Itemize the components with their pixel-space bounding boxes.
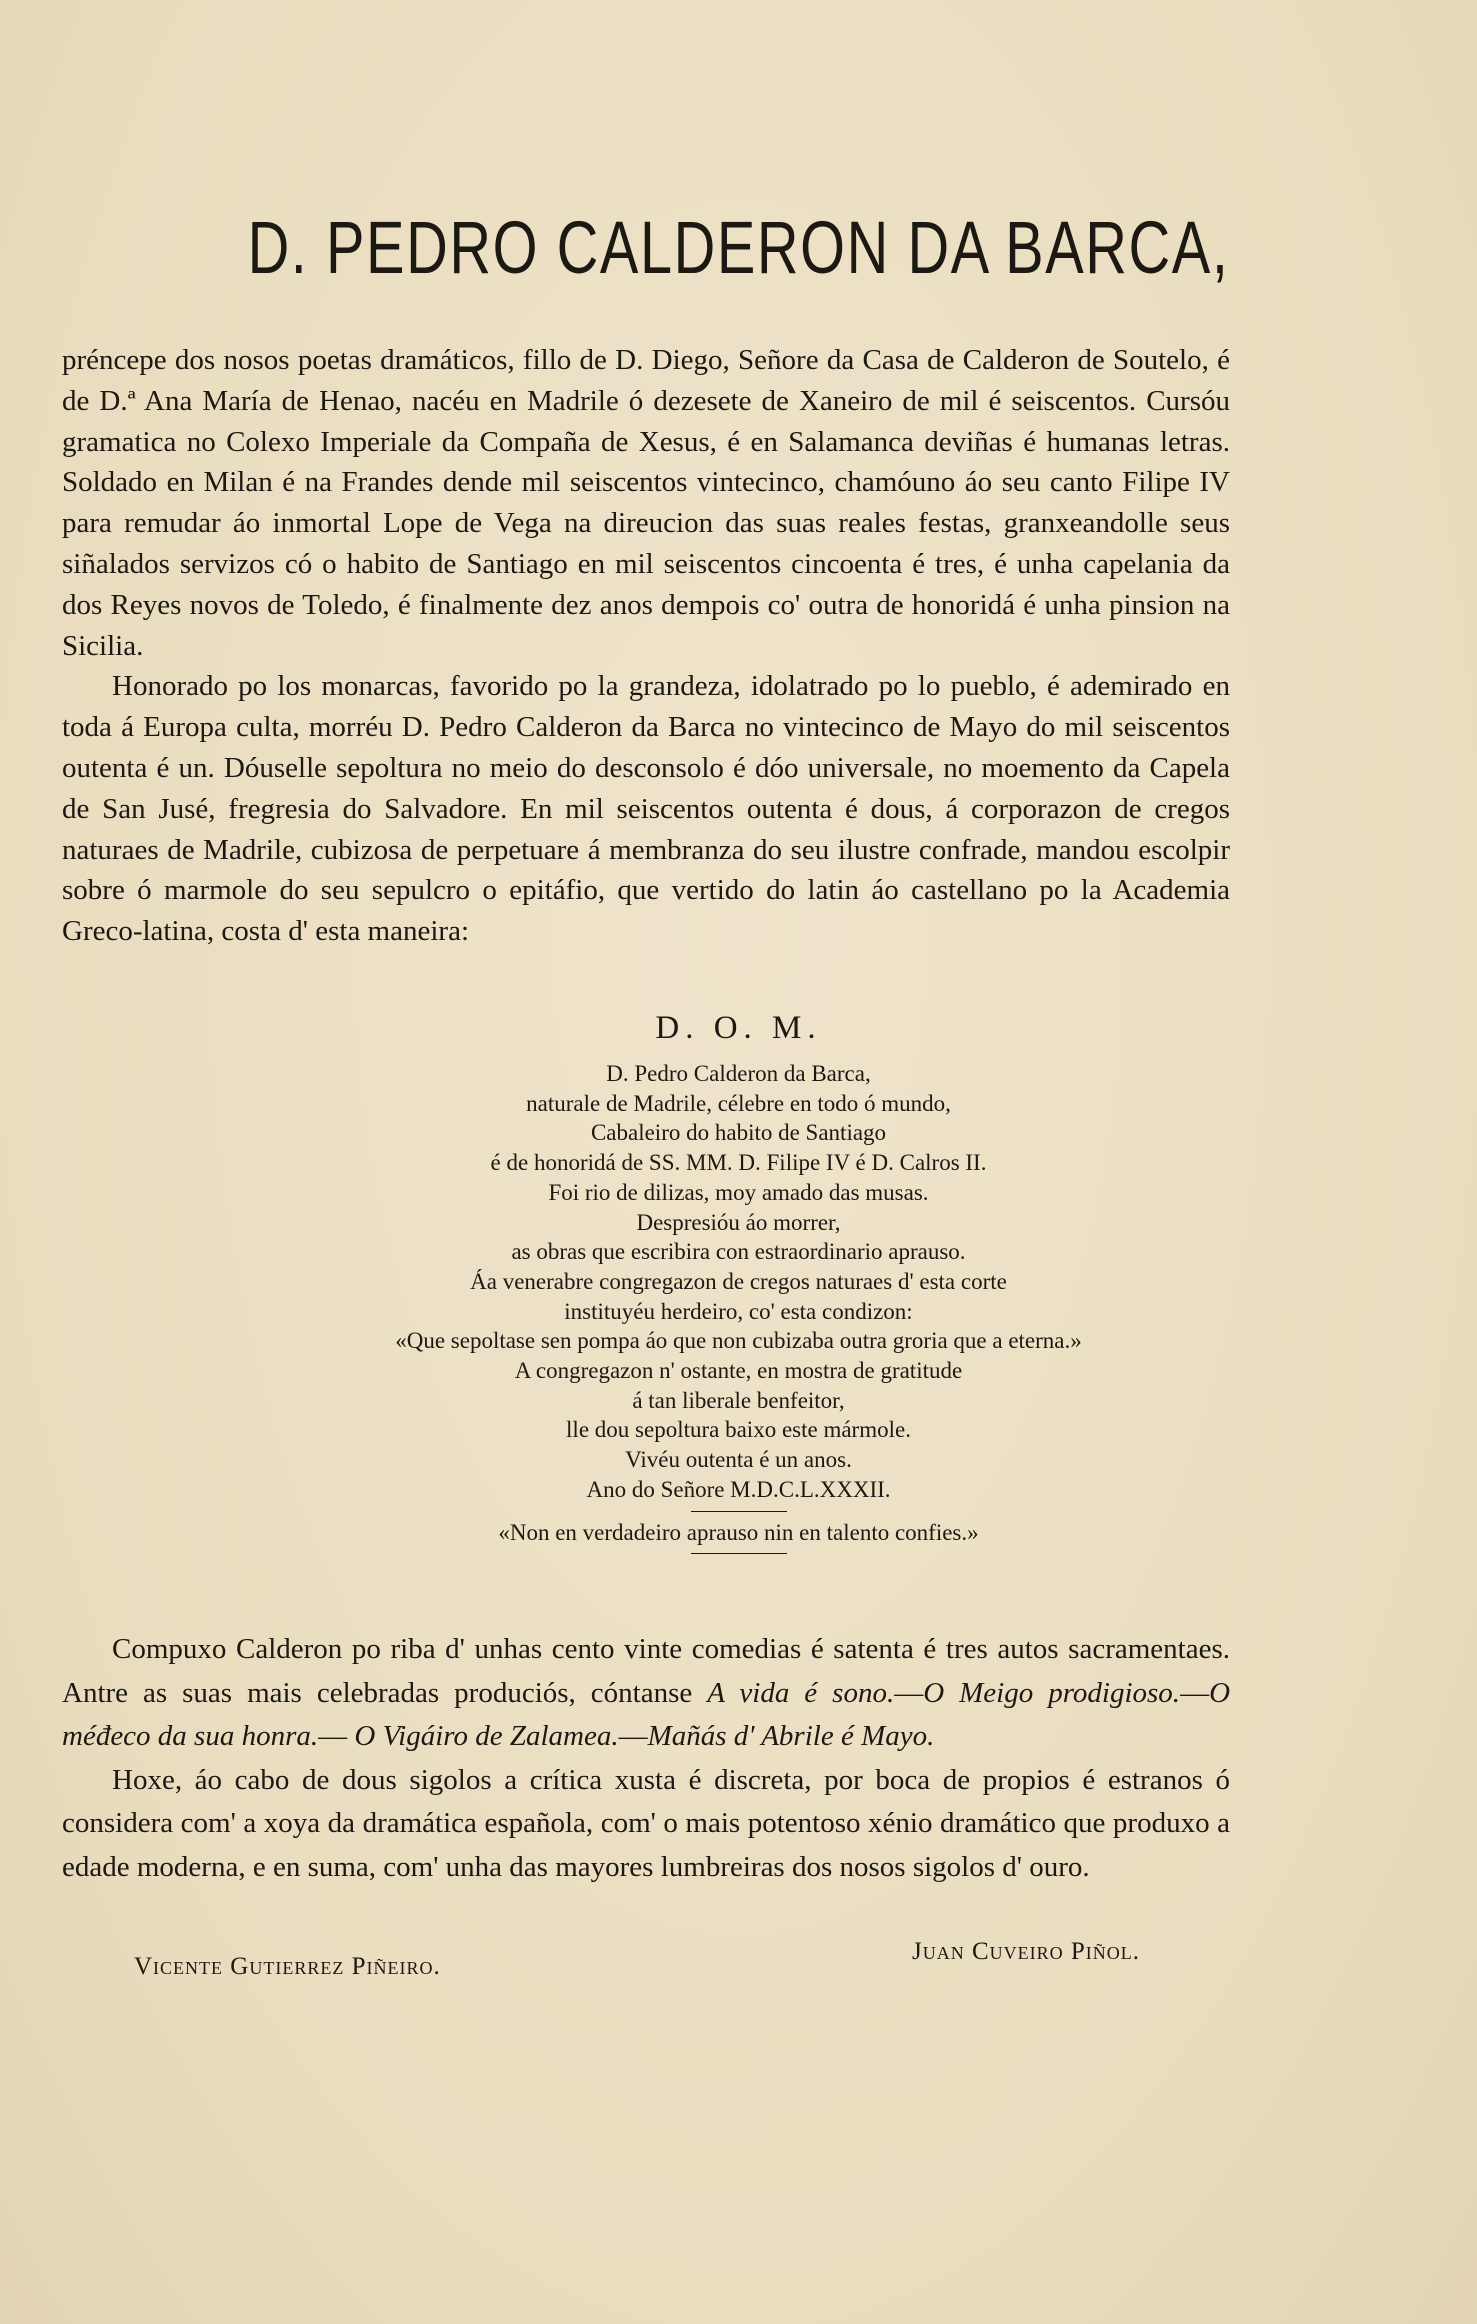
works-intro: Compuxo Calderon po riba d' unhas cento vinte comedias é satenta é tres autos sacramentaes. Antre as suas mais celebradas produciós, cóntanse	[62, 1633, 1230, 1709]
closing-body	[62, 1628, 1230, 1889]
epitaph-line: instituyéu herdeiro, co' esta condizon:	[564, 1298, 913, 1324]
work-title: O méđeco da sua honra.	[62, 1676, 1231, 1752]
work-separator: —	[618, 1720, 648, 1752]
epitaph-line: A congregazon n' ostante, en mostra de gratitude	[514, 1358, 963, 1384]
epitaph-line: D. Pedro Calderon da Barca,	[606, 1061, 871, 1086]
paragraph-2: Honorado po los monarcas, favorido po la grandeza, idolatrado po lo pueblo, é ademirado en toda á Europa culta, morréu D. Pedro Calderon da Barca no vintecinco de Mayo do mil seiscentos outenta é un. Dóuselle sepoltura no meio do desconsolo é dóo universale, no moemento da Capela de San Jusé, fregresia do Salvadore. En mil seiscentos outenta é dous, á corporazon de cregos naturaes de Madrile, cubizosa de perpetuare á membranza do seu ilustre confrade, mandou escolpir sobre ó marmole do seu sepulcro o epitáfio, que vertido do latin áo castellano po la Academia Greco-latina, costa d' esta maneira:	[62, 670, 1230, 948]
epitaph-line: é de honoridá de SS. MM. D. Filipe IV é D. Calros II.	[490, 1150, 987, 1176]
paragraph-3	[62, 1628, 1230, 1759]
signature-left: Vicente Gutierrez Piñeiro.	[134, 1953, 441, 1980]
signature-right: Juan Cuveiro Piñol.	[912, 1938, 1141, 1965]
epitaph-line: Foi rio de dilizas, moy amado das musas.	[548, 1179, 929, 1205]
epitaph-line: «Que sepoltase sen pompa áo que non cubizaba outra groria que a eterna.»	[395, 1328, 1082, 1354]
epitaph-line: Vivéu outenta é un anos.	[625, 1447, 852, 1473]
work-title: O Meigo prodigioso.	[923, 1676, 1181, 1709]
paragraph-4: Hoxe, áo cabo de dous sigolos a crítica xusta é discreta, por boca de propios é estranos ó considera com' a xoya da dramática española, com' o mais potentoso xénio dramático que produxo a edade moderna, e en suma, com' unha das mayores lumbreiras dos nosos sigolos d' ouro.	[62, 1763, 1230, 1883]
epitaph-line: Áa venerabre congregazon de cregos naturaes d' esta corte	[470, 1268, 1007, 1294]
page-title: D. PEDRO CALDERON DA BARCA,	[247, 206, 1230, 289]
epitaph-line: Despresióu áo morrer,	[636, 1209, 841, 1235]
epitaph-line: á tan liberale benfeitor,	[632, 1387, 845, 1413]
epitaph-motto: «Non en verdadeiro aprauso nin en talento confies.»	[498, 1519, 979, 1545]
divider-bottom	[691, 1553, 787, 1554]
work-separator: —	[318, 1720, 355, 1752]
epitaph-line: as obras que escribira con estraordinario aprauso.	[511, 1239, 966, 1265]
work-separator: —	[1180, 1676, 1210, 1709]
work-separator: —	[894, 1676, 924, 1709]
divider-top	[691, 1511, 787, 1512]
work-title: O Vigáiro de Zalamea.	[354, 1720, 619, 1752]
epitaph-heading: D. O. M.	[655, 1010, 822, 1046]
work-title: Mañás d' Abrile é Mayo.	[647, 1720, 935, 1752]
epitaph-line: lle dou sepoltura baixo este mármole.	[566, 1417, 911, 1443]
work-title: A vida é sono.	[707, 1676, 895, 1709]
biography-body	[62, 340, 1230, 952]
epitaph-line: naturale de Madrile, célebre en todo ó mundo,	[526, 1090, 951, 1116]
paragraph-1: préncepe dos nosos poetas dramáticos, fillo de D. Diego, Señore da Casa de Calderon de Soutelo, é de D.ª Ana María de Henao, nacéu en Madrile ó dezesete de Xaneiro de mil é seiscentos. Cursóu gramatica no Colexo Imperiale da Compaña de Xesus, é en Salamanca deviñas é humanas letras. Soldado en Milan é na Frandes dende mil seiscentos vintecinco, chamóuno áo seu canto Filipe IV para remudar áo inmortal Lope de Vega na direucion das suas reales festas, granxeandolle seus siñalados servizos có o habito de Santiago en mil seiscentos cincoenta é tres, é unha capelania da dos Reyes novos de Toledo, é finalmente dez anos dempois co' outra de honoridá é unha pinsion na Sicilia.	[62, 344, 1230, 662]
epitaph-line: Ano do Señore M.D.C.L.XXXII.	[586, 1476, 891, 1502]
epitaph-block	[0, 1010, 1477, 1560]
epitaph-line: Cabaleiro do habito de Santiago	[590, 1120, 887, 1146]
